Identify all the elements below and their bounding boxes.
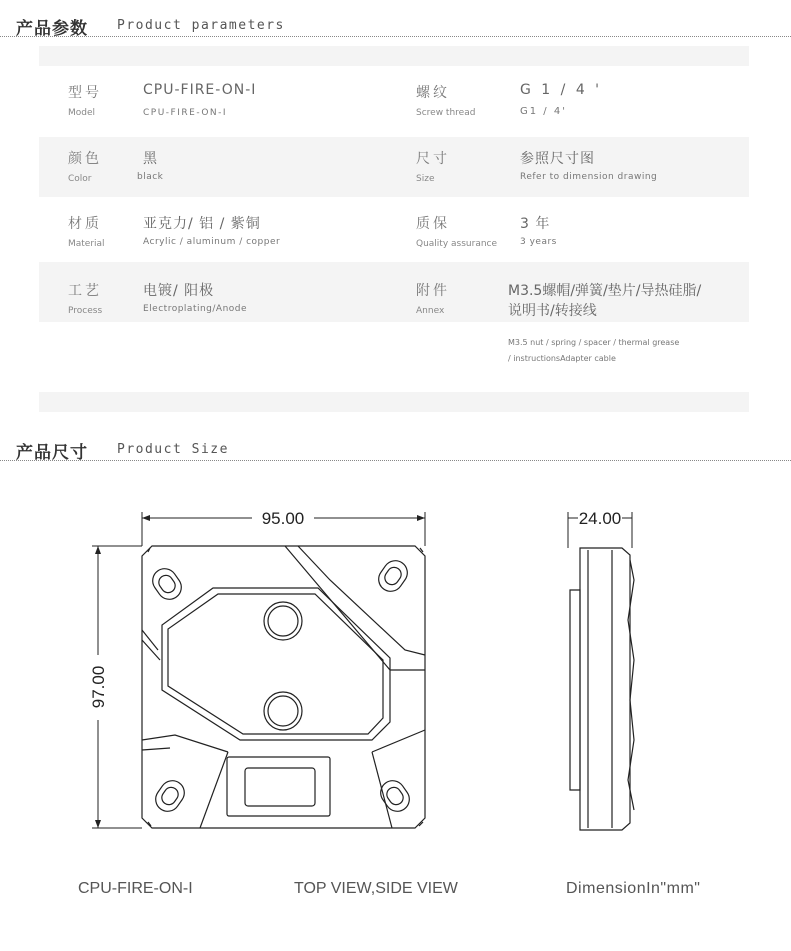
caption-views: TOP VIEW,SIDE VIEW [294,880,458,897]
label-color-en: Color [68,174,92,184]
size-divider [0,460,791,461]
label-size-zh: 尺寸 [416,151,450,167]
label-material-zh: 材质 [68,216,102,232]
label-thread-zh: 螺纹 [416,85,450,101]
params-title-zh: 产品参数 [16,19,88,39]
label-warranty-en: Quality assurance [416,239,498,249]
size-title-en: Product Size [117,442,229,457]
height-dimension-label: 97.00 [89,665,108,709]
value-warranty: 3 年 [520,216,551,232]
size-title-zh: 产品尺寸 [16,443,88,463]
caption-unit: DimensionIn"mm" [566,880,701,897]
value-thread: G 1 / 4 ' [520,82,603,98]
port-circle-top [264,602,302,640]
label-color-zh: 颜色 [68,151,102,167]
label-model-zh: 型号 [68,85,102,101]
value-material: 亚克力/ 铝 / 紫铜 [143,216,261,232]
depth-dimension-label: 24.00 [578,509,622,528]
width-dimension-label: 95.00 [261,509,305,528]
label-size-en: Size [416,174,435,184]
value-annex-en-line2: / instructionsAdapter cable [508,354,616,363]
table-band-bottom [39,392,749,412]
mounting-slot-tl [148,564,186,604]
mounting-slot-bl [151,776,189,816]
value-color-en: black [137,172,164,182]
label-process-zh: 工艺 [68,283,102,299]
params-section-header [0,12,791,40]
params-title-en: Product parameters [117,18,285,33]
value-material-en: Acrylic / aluminum / copper [143,237,281,247]
dimension-drawing [0,490,791,850]
value-warranty-en: 3 years [520,237,557,247]
value-model-en: CPU-FIRE-ON-I [143,108,228,118]
octagon-window [162,588,390,740]
label-annex-en: Annex [416,306,445,316]
table-band-top [39,46,749,66]
size-section-header [0,436,791,464]
params-divider [0,36,791,37]
mounting-slot-br [376,776,414,816]
port-circle-bottom [264,692,302,730]
mounting-slot-tr [374,556,412,596]
label-warranty-zh: 质保 [416,216,450,232]
caption-model: CPU-FIRE-ON-I [78,880,193,897]
value-color: 黑 [143,151,158,167]
value-annex-line2: 说明书/转接线 [508,303,597,319]
label-thread-en: Screw thread [416,108,476,118]
label-model-en: Model [68,108,96,118]
value-thread-en: G1 / 4' [520,106,567,117]
value-annex-en: M3.5 nut / spring / spacer / thermal grease [508,338,680,347]
value-annex: M3.5螺帽/弹簧/垫片/导热硅脂/ [508,283,702,299]
label-process-en: Process [68,306,103,316]
value-process: 电镀/ 阳极 [143,283,215,299]
value-model: CPU-FIRE-ON-I [143,82,257,98]
label-annex-zh: 附件 [416,283,450,299]
label-material-en: Material [68,239,105,249]
value-process-en: Electroplating/Anode [143,304,248,314]
value-size-en: Refer to dimension drawing [520,172,658,182]
value-size: 参照尺寸图 [520,151,595,167]
